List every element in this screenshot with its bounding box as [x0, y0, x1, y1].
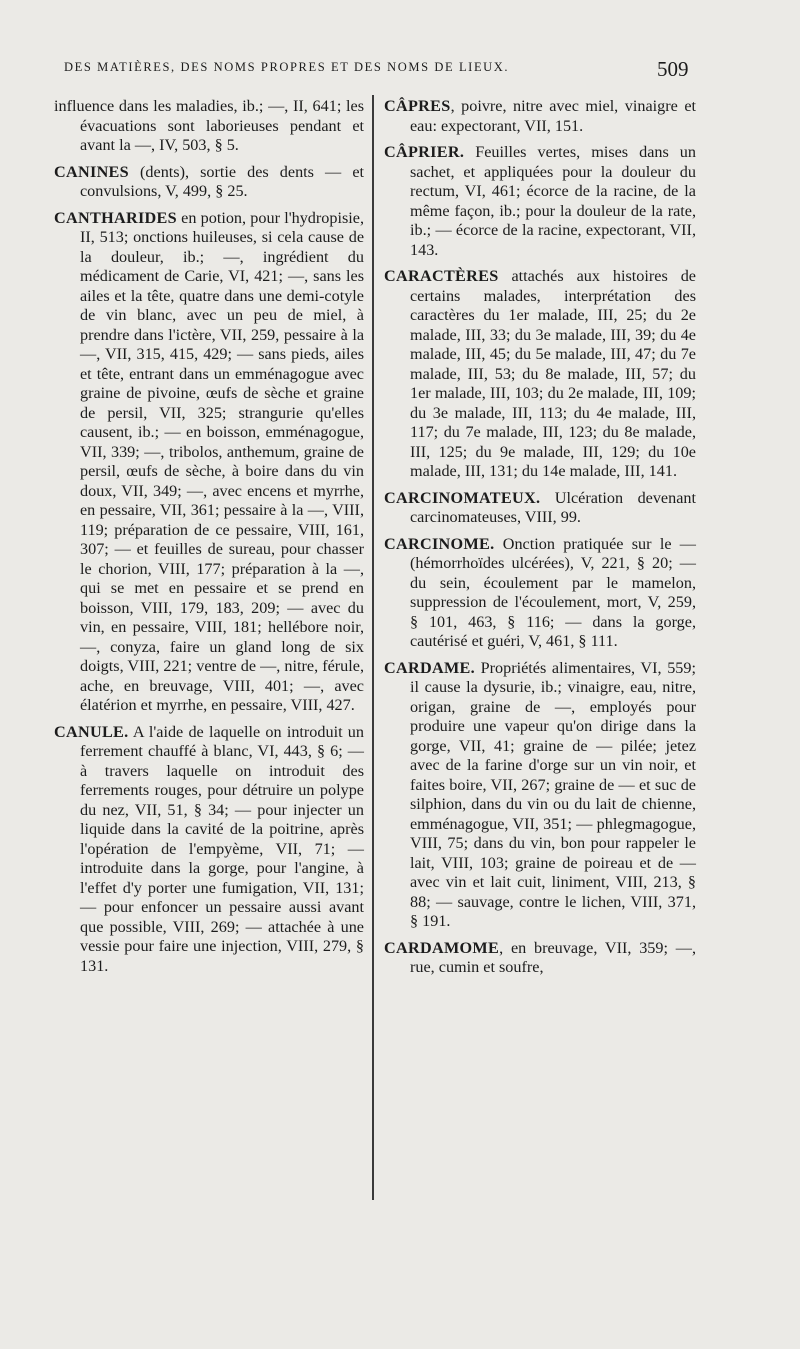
index-entry	[54, 163, 364, 202]
entry-headword: CANTHARIDES	[54, 208, 177, 227]
page-number: 509	[657, 57, 689, 81]
index-entry	[384, 143, 696, 260]
entry-text: (dents), sortie des dents — et convulsions, V, 499, § 25.	[80, 162, 364, 200]
left-column	[54, 97, 364, 983]
entry-headword: CARDAMOME	[384, 938, 500, 957]
entry-text: A l'aide de laquelle on introduit un ferrement chauffé à blanc, VI, 443, § 6; — à travers laquelle on introduit des ferrements rouges, pour détruire un polype du nez, VII, 51, § 34; — pour injecter un liquide dans la cavité de la poitrine, après l'opération de l'empyème, VII, 71; — introduite dans la gorge, pour l'angine, à l'effet d'y porter une fumigation, VII, 131; — pour enfoncer un pessaire aussi avant que possible, VIII, 269; — attachée à une vessie pour faire une injection, VIII, 279, § 131.	[80, 722, 364, 975]
index-entry	[384, 939, 696, 978]
index-entry	[54, 209, 364, 716]
entry-text: Propriétés alimentaires, VI, 559; il cause la dysurie, ib.; vinaigre, eau, nitre, origan, graine de —, employés pour produire une vapeur qu'on dirige dans la gorge, VII, 41; graine de — pilée; jetez avec de la farine d'orge sur un vin noir, et faites boire, VII, 267; graine de — et suc de silphion, dans du vin ou du lait de chienne, emménagogue, VII, 351; — phlegmagogue, VIII, 75; dans du vin, bon pour rappeler le lait, VIII, 103; graine de poireau et de — avec vin et lait cuit, liniment, VIII, 213, § 88; — sauvage, contre le lichen, VIII, 371, § 191.	[410, 658, 696, 930]
entry-text: , en breuvage, VII, 359; —, rue, cumin et soufre,	[410, 938, 696, 976]
entry-headword: CARCINOMATEUX.	[384, 488, 541, 507]
entry-text: attachés aux histoires de certains malades, interprétation des caractères du 1er malade, III, 25; du 2e malade, III, 33; du 3e malade, III, 39; du 4e malade, III, 45; du 5e malade, III, 47; du 7e malade, III, 53; du 8e malade, III, 57; du 1er malade, III, 103; du 2e malade, III, 109; du 3e malade, III, 113; du 4e malade, III, 117; du 7e malade, III, 123; du 8e malade, III, 125; du 9e malade, III, 129; du 10e malade, III, 131; du 14e malade, III, 141.	[410, 267, 696, 480]
entry-text: Onction pratiquée sur le — (hémorrhoïdes ulcérées), V, 221, § 20; — du sein, écoulement par le mamelon, suppression de l'écoulement, mort, V, 259, § 101, 463, § 116; — dans la gorge, cautérisé et guéri, V, 461, § 111.	[410, 534, 696, 650]
entry-text: en potion, pour l'hydropisie, II, 513; onctions huileuses, si cela cause de la douleur, ib.; —, ingrédient du médicament de Carie, VI, 421; —, sans les ailes et la tête, quatre dans une demi-cotyle de vin blanc, avec un peu de miel, à prendre dans l'ictère, VII, 259, pessaire à la —, VII, 315, 415, 429; — sans pieds, ailes et tête, entrant dans un emménagogue avec graine de pivoine, œufs de sèche et graine de persil, VII, 325; strangurie qu'elles causent, ib.; — en boisson, emménagogue, VII, 339; —, tribolos, anthemum, graine de persil, œufs de sèche, à boire dans du vin doux, VII, 349; —, avec encens et myrrhe, en pessaire, VII, 361; pessaire à la —, VIII, 119; préparation de ce pessaire, VIII, 161, 307; — et feuilles de sureau, pour chasser le chorion, VIII, 177; préparation à la —, qui se met en pessaire et se prend en boisson, VIII, 179, 183, 209; — avec du vin, en pessaire, VIII, 181; hellébore noir, —, conyza, faire un gland long de six doigts, VIII, 221; ventre de —, nitre, férule, ache, en breuvage, VIII, 401; —, avec élatérion et myrrhe, en pessaire, VIII, 427.	[80, 208, 364, 714]
index-entry	[384, 659, 696, 932]
index-entry	[384, 535, 696, 652]
entry-text: , poivre, nitre avec miel, vinaigre et eau: expectorant, VII, 151.	[410, 97, 696, 135]
entry-headword: CANULE.	[54, 722, 129, 741]
index-entry	[384, 97, 696, 136]
index-entry	[54, 97, 364, 156]
entry-headword: CARCINOME.	[384, 534, 495, 553]
entry-headword: CARDAME.	[384, 658, 475, 677]
running-head: DES MATIÈRES, DES NOMS PROPRES ET DES NOMS DE LIEUX.	[64, 60, 510, 74]
entry-headword: CANINES	[54, 162, 129, 181]
entry-text: Ulcération devenant carcinomateuses, VIII, 99.	[410, 488, 696, 526]
entry-headword: CÂPRIER.	[384, 143, 465, 161]
entry-headword: CARACTÈRES	[384, 267, 499, 285]
index-entry	[384, 267, 696, 482]
right-column	[384, 97, 696, 985]
entry-text: Feuilles vertes, mises dans un sachet, et appliquées pour la douleur du rectum, VI, 461; écorce de la racine, de la même façon, ib.; pour la douleur de la rate, ib.; — écorce de la racine, expectorant, VII, 143.	[410, 143, 696, 259]
column-divider	[372, 95, 374, 1200]
index-entry	[54, 723, 364, 977]
index-entry	[384, 489, 696, 528]
entry-text: influence dans les maladies, ib.; —, II, 641; les évacuations sont laborieuses pendant et avant la —, IV, 503, § 5.	[54, 97, 364, 154]
entry-headword: CÂPRES	[384, 97, 451, 115]
